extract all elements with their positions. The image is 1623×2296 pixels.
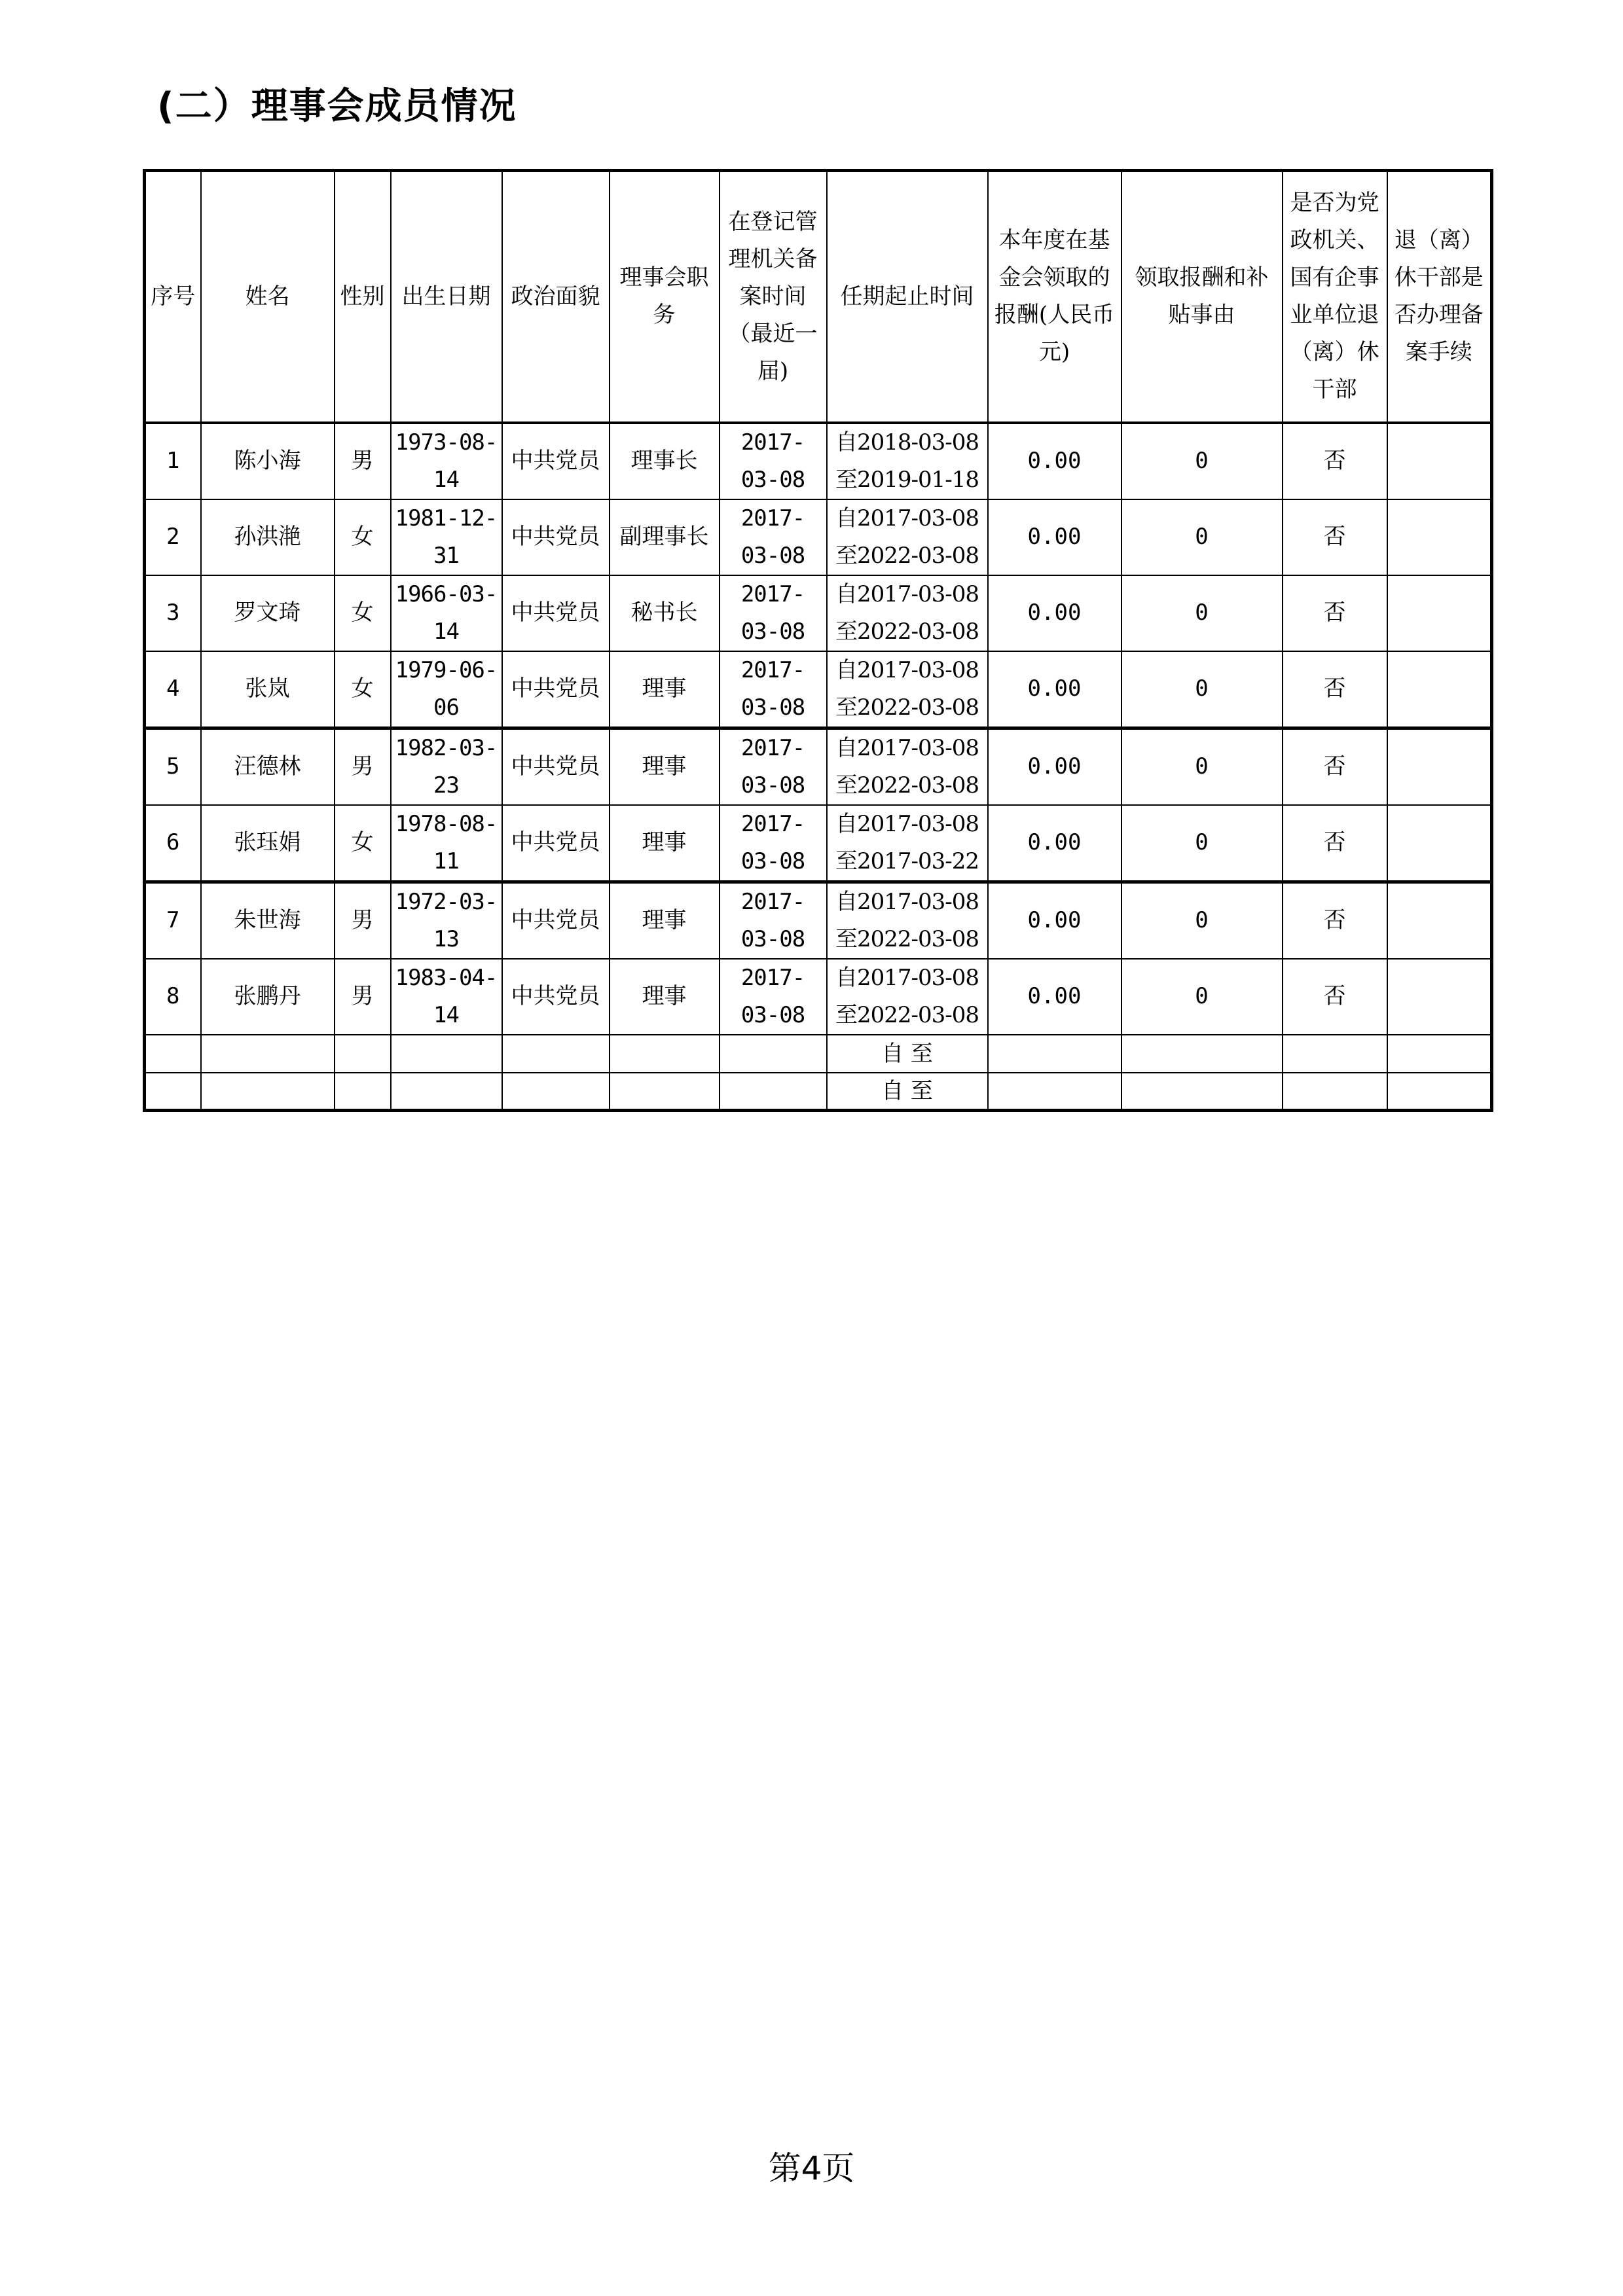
cell-birth: 1972-03-13 [391, 882, 502, 959]
cell-name: 张岚 [201, 651, 335, 728]
cell-remuneration: 0.00 [988, 423, 1122, 499]
cell-blank [502, 1035, 610, 1073]
cell-reason: 0 [1122, 805, 1283, 882]
cell-seq: 5 [145, 728, 201, 805]
cell-filing-done [1387, 805, 1492, 882]
table-row [145, 575, 1492, 651]
term-to: 至2017-03-22 [835, 848, 979, 874]
table-row-blank [145, 1035, 1492, 1073]
term-to: 至2022-03-08 [835, 694, 979, 721]
cell-filing-done [1387, 728, 1492, 805]
cell-seq: 6 [145, 805, 201, 882]
header-birth: 出生日期 [391, 171, 502, 423]
cell-seq: 7 [145, 882, 201, 959]
cell-gender: 男 [335, 959, 391, 1035]
cell-term [827, 882, 988, 959]
term-to: 至2019-01-18 [835, 466, 979, 493]
term-from: 自2017-03-08 [835, 888, 979, 915]
cell-gender: 女 [335, 805, 391, 882]
cell-blank [335, 1035, 391, 1073]
cell-is-retired-cadre: 否 [1283, 499, 1387, 575]
cell-blank [391, 1035, 502, 1073]
cell-is-retired-cadre: 否 [1283, 882, 1387, 959]
header-name: 姓名 [201, 171, 335, 423]
header-term: 任期起止时间 [827, 171, 988, 423]
table-row [145, 959, 1492, 1035]
cell-politics: 中共党员 [502, 882, 610, 959]
cell-remuneration: 0.00 [988, 882, 1122, 959]
header-gender: 性别 [335, 171, 391, 423]
cell-blank [201, 1035, 335, 1073]
cell-seq: 3 [145, 575, 201, 651]
term-from: 自2018-03-08 [835, 429, 979, 456]
cell-blank [1387, 1035, 1492, 1073]
cell-term [827, 959, 988, 1035]
cell-politics: 中共党员 [502, 499, 610, 575]
table-row [145, 728, 1492, 805]
cell-name: 张鹏丹 [201, 959, 335, 1035]
cell-filing-done [1387, 959, 1492, 1035]
cell-term: 自 至 [827, 1073, 988, 1111]
cell-is-retired-cadre: 否 [1283, 805, 1387, 882]
header-remuneration: 本年度在基金会领取的报酬(人民币元) [988, 171, 1122, 423]
cell-politics: 中共党员 [502, 651, 610, 728]
cell-politics: 中共党员 [502, 728, 610, 805]
term-from: 自2017-03-08 [835, 734, 979, 761]
cell-is-retired-cadre: 否 [1283, 959, 1387, 1035]
cell-name: 张珏娟 [201, 805, 335, 882]
cell-blank [1283, 1073, 1387, 1111]
table-row [145, 651, 1492, 728]
term-from: 自2017-03-08 [835, 964, 979, 991]
cell-reason: 0 [1122, 882, 1283, 959]
cell-birth: 1973-08-14 [391, 423, 502, 499]
cell-filing-date: 2017-03-08 [720, 651, 827, 728]
table-row [145, 882, 1492, 959]
cell-blank [391, 1073, 502, 1111]
table-row [145, 499, 1492, 575]
cell-blank [720, 1035, 827, 1073]
cell-filing-date: 2017-03-08 [720, 499, 827, 575]
cell-seq: 8 [145, 959, 201, 1035]
cell-gender: 男 [335, 882, 391, 959]
cell-blank [145, 1073, 201, 1111]
cell-politics: 中共党员 [502, 959, 610, 1035]
header-is-retired-cadre: 是否为党政机关、国有企事业单位退（离）休干部 [1283, 171, 1387, 423]
term-to: 至2022-03-08 [835, 1001, 979, 1028]
cell-position: 理事 [610, 651, 720, 728]
cell-position: 理事 [610, 959, 720, 1035]
term-from: 自2017-03-08 [835, 656, 979, 683]
cell-remuneration: 0.00 [988, 728, 1122, 805]
cell-position: 理事长 [610, 423, 720, 499]
cell-reason: 0 [1122, 959, 1283, 1035]
cell-politics: 中共党员 [502, 805, 610, 882]
cell-birth: 1978-08-11 [391, 805, 502, 882]
cell-term [827, 651, 988, 728]
cell-birth: 1966-03-14 [391, 575, 502, 651]
cell-filing-done [1387, 651, 1492, 728]
cell-remuneration: 0.00 [988, 651, 1122, 728]
page-number: 第4页 [768, 2149, 855, 2187]
cell-blank [1122, 1035, 1283, 1073]
table-row [145, 805, 1492, 882]
cell-is-retired-cadre: 否 [1283, 575, 1387, 651]
cell-blank [1387, 1073, 1492, 1111]
cell-seq: 2 [145, 499, 201, 575]
cell-gender: 女 [335, 651, 391, 728]
term-from: 自2017-03-08 [835, 505, 979, 531]
cell-is-retired-cadre: 否 [1283, 728, 1387, 805]
cell-remuneration: 0.00 [988, 805, 1122, 882]
cell-blank [145, 1035, 201, 1073]
term-to: 至2022-03-08 [835, 618, 979, 645]
cell-blank [610, 1035, 720, 1073]
cell-remuneration: 0.00 [988, 499, 1122, 575]
cell-blank [502, 1073, 610, 1111]
cell-term [827, 575, 988, 651]
cell-blank [610, 1073, 720, 1111]
cell-term [827, 423, 988, 499]
header-seq: 序号 [145, 171, 201, 423]
header-filing-date: 在登记管理机关备案时间（最近一届) [720, 171, 827, 423]
cell-is-retired-cadre: 否 [1283, 423, 1387, 499]
cell-birth: 1982-03-23 [391, 728, 502, 805]
cell-position: 理事 [610, 805, 720, 882]
term-to: 至2022-03-08 [835, 542, 979, 569]
cell-name: 孙洪滟 [201, 499, 335, 575]
table-row-blank [145, 1073, 1492, 1111]
cell-filing-date: 2017-03-08 [720, 805, 827, 882]
header-position: 理事会职务 [610, 171, 720, 423]
cell-birth: 1979-06-06 [391, 651, 502, 728]
cell-politics: 中共党员 [502, 423, 610, 499]
table-row [145, 423, 1492, 499]
cell-blank [335, 1073, 391, 1111]
cell-term [827, 805, 988, 882]
cell-gender: 男 [335, 728, 391, 805]
cell-position: 副理事长 [610, 499, 720, 575]
cell-seq: 1 [145, 423, 201, 499]
cell-filing-date: 2017-03-08 [720, 959, 827, 1035]
table-header-row [145, 171, 1492, 423]
cell-blank [1122, 1073, 1283, 1111]
cell-name: 陈小海 [201, 423, 335, 499]
cell-filing-done [1387, 499, 1492, 575]
cell-birth: 1983-04-14 [391, 959, 502, 1035]
cell-politics: 中共党员 [502, 575, 610, 651]
cell-reason: 0 [1122, 499, 1283, 575]
cell-blank [1283, 1035, 1387, 1073]
term-to: 至2022-03-08 [835, 925, 979, 952]
header-reason: 领取报酬和补贴事由 [1122, 171, 1283, 423]
cell-filing-done [1387, 882, 1492, 959]
cell-blank [201, 1073, 335, 1111]
header-politics: 政治面貌 [502, 171, 610, 423]
cell-position: 秘书长 [610, 575, 720, 651]
cell-filing-done [1387, 423, 1492, 499]
cell-reason: 0 [1122, 651, 1283, 728]
cell-remuneration: 0.00 [988, 575, 1122, 651]
cell-birth: 1981-12-31 [391, 499, 502, 575]
cell-blank [988, 1035, 1122, 1073]
cell-name: 朱世海 [201, 882, 335, 959]
cell-reason: 0 [1122, 423, 1283, 499]
cell-name: 汪德林 [201, 728, 335, 805]
cell-blank [988, 1073, 1122, 1111]
section-title: (二）理事会成员情况 [157, 85, 517, 128]
cell-filing-date: 2017-03-08 [720, 728, 827, 805]
term-to: 至2022-03-08 [835, 772, 979, 798]
cell-remuneration: 0.00 [988, 959, 1122, 1035]
cell-term [827, 499, 988, 575]
cell-filing-done [1387, 575, 1492, 651]
cell-seq: 4 [145, 651, 201, 728]
cell-filing-date: 2017-03-08 [720, 575, 827, 651]
cell-term [827, 728, 988, 805]
cell-position: 理事 [610, 882, 720, 959]
board-members-table [143, 169, 1493, 1112]
cell-gender: 女 [335, 575, 391, 651]
cell-position: 理事 [610, 728, 720, 805]
cell-is-retired-cadre: 否 [1283, 651, 1387, 728]
term-from: 自2017-03-08 [835, 810, 979, 837]
cell-name: 罗文琦 [201, 575, 335, 651]
cell-filing-date: 2017-03-08 [720, 882, 827, 959]
term-from: 自2017-03-08 [835, 581, 979, 607]
cell-filing-date: 2017-03-08 [720, 423, 827, 499]
cell-gender: 女 [335, 499, 391, 575]
header-filing-done: 退（离）休干部是否办理备案手续 [1387, 171, 1492, 423]
cell-reason: 0 [1122, 575, 1283, 651]
cell-reason: 0 [1122, 728, 1283, 805]
cell-blank [720, 1073, 827, 1111]
cell-term: 自 至 [827, 1035, 988, 1073]
cell-gender: 男 [335, 423, 391, 499]
